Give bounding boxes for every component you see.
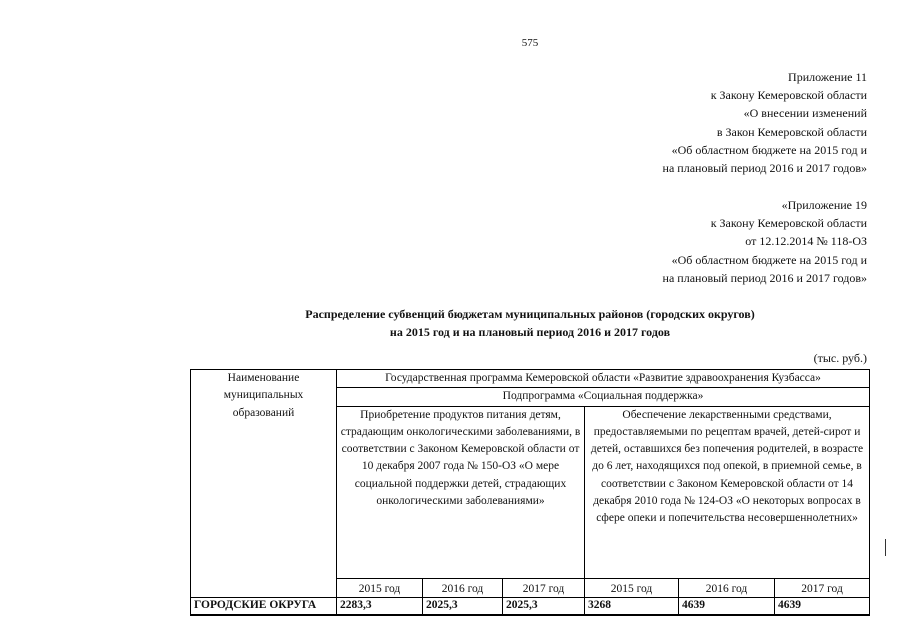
row-value: 3268 xyxy=(585,597,679,615)
appendix-19-header xyxy=(663,196,867,287)
row-value: 2283,3 xyxy=(337,597,423,615)
year-header: 2016 год xyxy=(679,578,775,597)
appendix-line: «Об областном бюджете на 2015 год и xyxy=(671,252,867,267)
column-group-medicines: Обеспечение лекарственными средствами, предоставляемыми по рецептам врачей, детей-сирот и детей, оставшихся без попечения родителей, в возрасте до 6 лет, находящихся под опекой, в приемной семье, в соответствии с Законом Кемеровской области от 14 декабря 2010 года № 124-ОЗ «О некоторых вопросах в сфере опеки и попечительства несовершеннолетних» xyxy=(585,406,870,578)
row-value: 4639 xyxy=(679,597,775,615)
appendix-line: в Закон Кемеровской области xyxy=(716,124,867,139)
units-label: (тыс. руб.) xyxy=(813,351,867,365)
subprogram-header: Подпрограмма «Социальная поддержка» xyxy=(337,388,870,406)
year-header: 2017 год xyxy=(503,578,585,597)
appendix-line: от 12.12.2014 № 118-ОЗ xyxy=(745,234,867,249)
appendix-line: «О внесении изменений xyxy=(743,106,867,121)
name-column-header: Наименование муниципальных образований xyxy=(191,370,337,598)
appendix-line: «Об областном бюджете на 2015 год и xyxy=(671,142,867,157)
appendix-line: «Приложение 19 xyxy=(781,198,867,212)
row-value: 2025,3 xyxy=(423,597,503,615)
year-header: 2015 год xyxy=(337,578,423,597)
appendix-line: на плановый период 2016 и 2017 годов» xyxy=(662,270,867,285)
year-header: 2015 год xyxy=(585,578,679,597)
subventions-table xyxy=(190,369,870,616)
scan-mark xyxy=(885,539,886,556)
document-title xyxy=(150,305,905,341)
appendix-line: Приложение 11 xyxy=(788,70,867,84)
appendix-line: к Закону Кемеровской области xyxy=(710,88,867,103)
row-value: 4639 xyxy=(775,597,870,615)
page-number: 575 xyxy=(521,37,539,49)
row-name: ГОРОДСКИЕ ОКРУГА xyxy=(191,597,337,615)
title-line-2: на 2015 год и на плановый период 2016 и 2017 годов xyxy=(389,325,671,339)
year-header: 2017 год xyxy=(775,578,870,597)
table-row xyxy=(191,597,870,615)
appendix-11-header xyxy=(663,68,867,177)
row-value: 2025,3 xyxy=(503,597,585,615)
appendix-line: на плановый период 2016 и 2017 годов» xyxy=(662,161,867,176)
appendix-line: к Закону Кемеровской области xyxy=(710,216,867,231)
column-group-food: Приобретение продуктов питания детям, страдающим онкологическими заболеваниями, в соответствии с Законом Кемеровской области от 10 декабря 2007 года № 150-ОЗ «О мере социальной поддержки детей, страдающих онкологическими заболеваниями» xyxy=(337,406,585,578)
program-header: Государственная программа Кемеровской области «Развитие здравоохранения Кузбасса» xyxy=(337,370,870,388)
year-header: 2016 год xyxy=(423,578,503,597)
title-line-1: Распределение субвенций бюджетам муниципальных районов (городских округов) xyxy=(305,307,755,321)
